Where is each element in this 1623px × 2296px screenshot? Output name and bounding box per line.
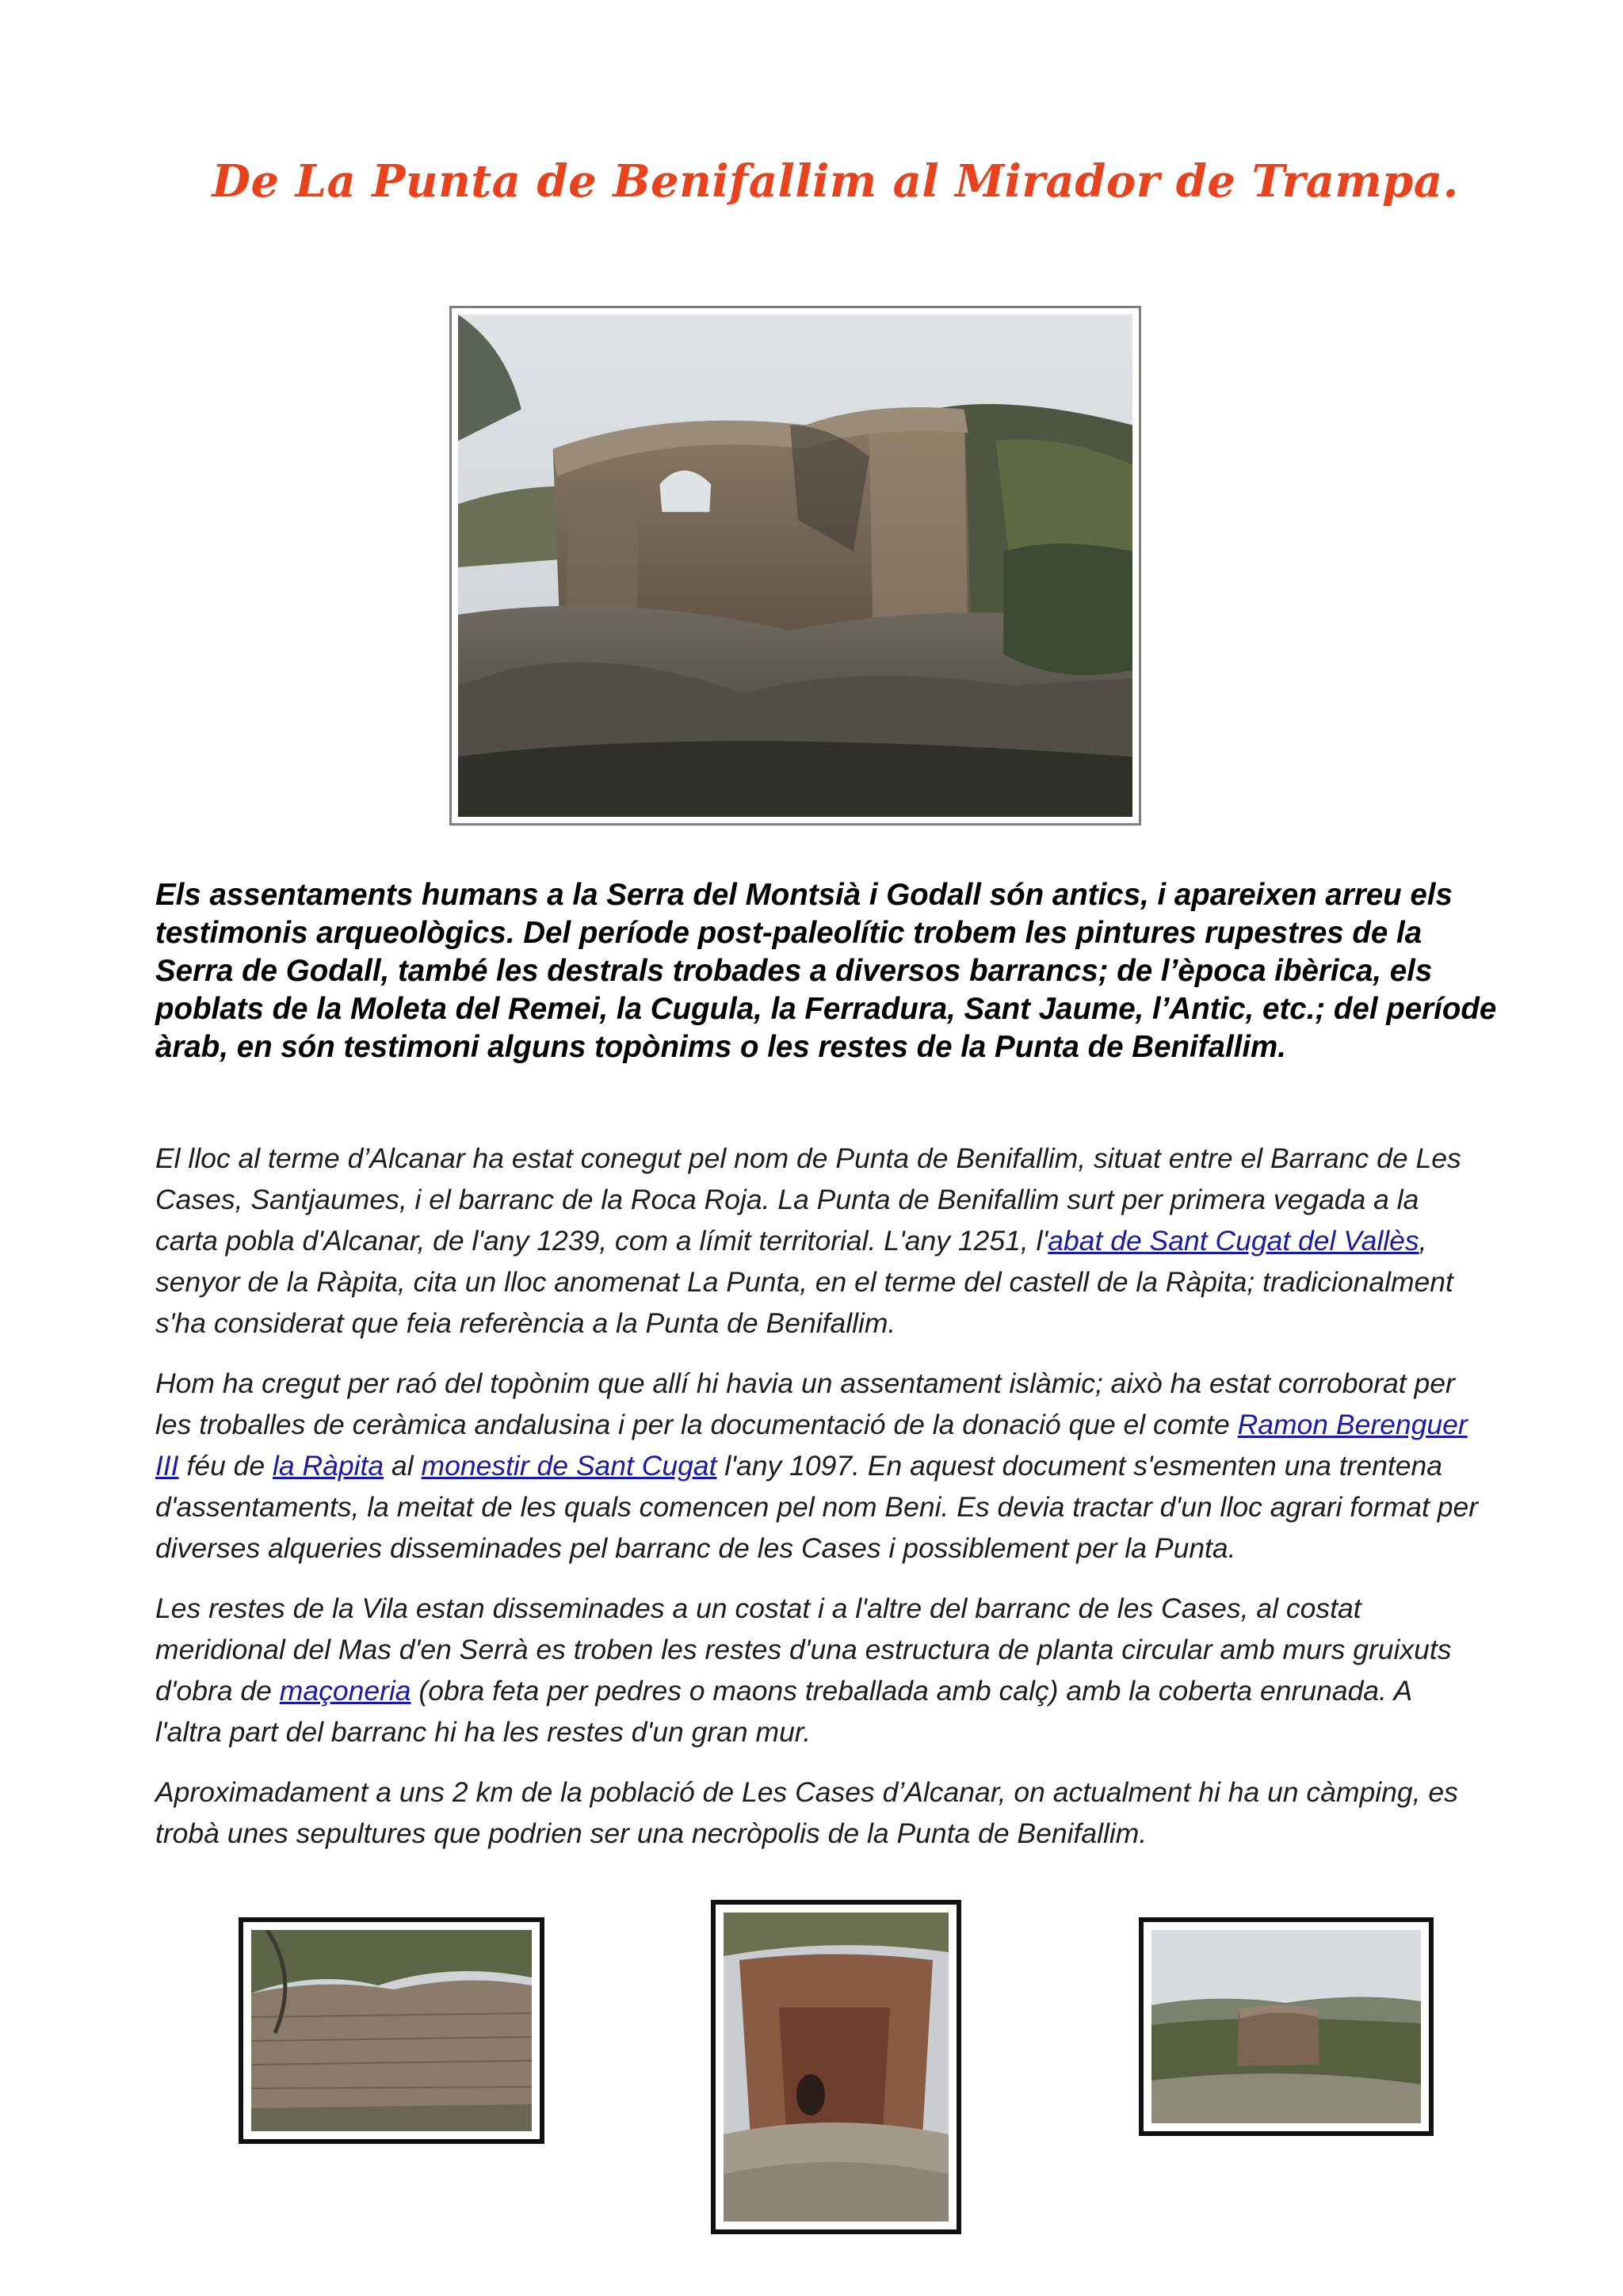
paragraph-text: l'any 1097. En aquest document s'esmenten una trentena d'assentaments, la meitat de les quals comencen pel nom Beni. Es devia tractar d'un lloc agrari format per diverses alqueries disseminades pel barranc de les Cases i possiblement per la Punta.: [155, 1450, 1479, 1564]
article-body: [155, 1138, 1480, 1873]
link-monestir-sant-cugat[interactable]: monestir de Sant Cugat: [421, 1450, 717, 1482]
paragraph-text: al: [384, 1450, 422, 1482]
paragraph-text: féu de: [178, 1450, 273, 1482]
bottom-photo-1-frame: [239, 1917, 544, 2144]
link-maconeria[interactable]: maçoneria: [279, 1675, 411, 1707]
bottom-photo-3-frame: [1139, 1917, 1434, 2136]
paragraph-2: [155, 1363, 1480, 1569]
paragraph-4: [155, 1772, 1480, 1854]
paragraph-text: , senyor de la Ràpita, cita un lloc anomenat La Punta, en el terme del castell de la Ràpita; tradicionalment s'ha considerat que feia referència a la Punta de Benifallim.: [155, 1225, 1453, 1339]
landscape-ruin-photo: [1151, 1930, 1421, 2123]
ruin-tower-photo: [458, 315, 1132, 817]
ruin-interior-photo: [724, 1913, 949, 2222]
main-photo-frame: [449, 306, 1141, 826]
paragraph-text: Les restes de la Vila estan disseminades a un costat i a l'altre del barranc de les Cases, al costat meridional del Mas d'en Serrà es troben les restes d'una estructura de planta circular amb murs gruixuts d'obra de: [155, 1592, 1452, 1707]
link-la-rapita[interactable]: la Ràpita: [273, 1450, 384, 1482]
paragraph-text: Aproximadament a uns 2 km de la població de Les Cases d’Alcanar, on actualment hi ha un càmping, es trobà unes sepultures que podrien ser una necròpolis de la Punta de Benifallim.: [155, 1776, 1458, 1849]
paragraph-1: [155, 1138, 1480, 1344]
bottom-photo-2-frame: [711, 1900, 961, 2234]
paragraph-text: Hom ha cregut per raó del topònim que allí hi havia un assentament islàmic; això ha estat corroborat per les troballes de ceràmica andalusina i per la documentació de la donació que el comte: [155, 1367, 1455, 1440]
paragraph-3: [155, 1588, 1480, 1753]
page-title: De La Punta de Benifallim al Mirador de Trampa.: [212, 155, 1459, 208]
link-abat-sant-cugat[interactable]: abat de Sant Cugat del Vallès: [1048, 1225, 1419, 1257]
paragraph-text: (obra feta per pedres o maons treballada amb calç) amb la coberta enrunada. A l'altra part del barranc hi ha les restes d'un gran mur.: [155, 1675, 1411, 1748]
paragraph-text: El lloc al terme d’Alcanar ha estat conegut pel nom de Punta de Benifallim, situat entre el Barranc de Les Cases, Santjaumes, i el barranc de la Roca Roja. La Punta de Benifallim surt per primera vegada a la carta pobla d'Alcanar, de l'any 1239, com a límit territorial. L'any 1251, l': [155, 1142, 1461, 1257]
intro-paragraph: Els assentaments humans a la Serra del Montsià i Godall són antics, i apareixen arreu els testimonis arqueològics. Del període post-paleolític trobem les pintures rupestres de la Serra de Godall, també les destrals trobades a diversos barrancs; de l’època ibèrica, els poblats de la Moleta del Remei, la Cugula, la Ferradura, Sant Jaume, l’Antic, etc.; del període àrab, en són testimoni alguns topònims o les restes de la Punta de Benifallim.: [155, 878, 1497, 1064]
stone-wall-photo: [251, 1930, 532, 2131]
link-ramon-berenguer-iii[interactable]: Ramon Berenguer III: [155, 1409, 1468, 1482]
